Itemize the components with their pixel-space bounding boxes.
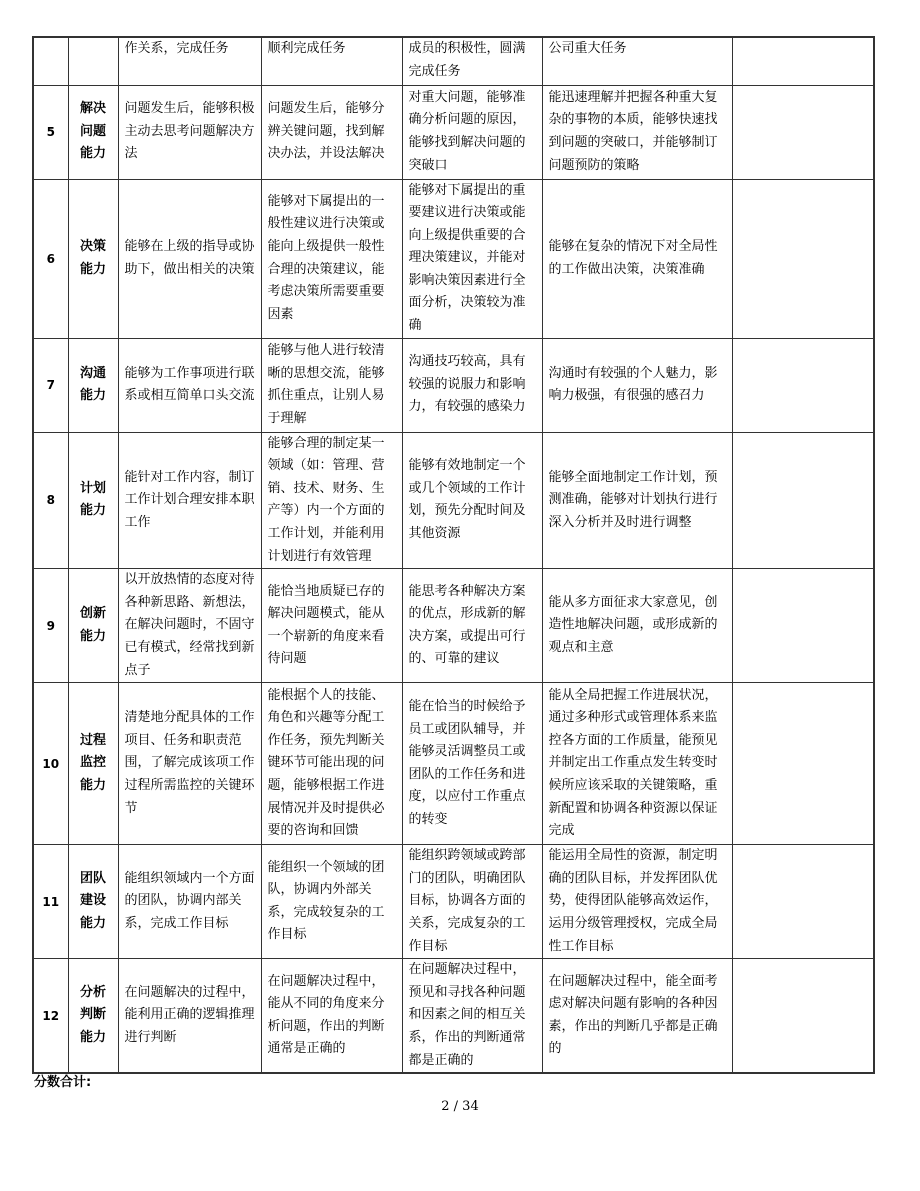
competency-name — [68, 432, 118, 569]
level-4-cell — [542, 338, 732, 432]
competency-name — [68, 338, 118, 432]
level-4-cell — [542, 37, 732, 85]
level-3-cell — [402, 683, 542, 845]
level-1-cell — [118, 683, 261, 845]
level-4-description: 能迅速理解并把握各种重大复杂的事物的本质，能够快速找到问题的突破口，并能够制订问题预防的策略 — [548, 89, 718, 173]
level-4-description: 能够全面地制定工作计划，预测准确，能够对计划执行进行深入分析并及时进行调整 — [548, 469, 718, 530]
level-2-description: 能组织一个领域的团队，协调内外部关系，完成较复杂的工作目标 — [267, 859, 385, 943]
level-4-description: 公司重大任务 — [548, 41, 627, 56]
row-number: 7 — [33, 338, 68, 432]
competency-name-text: 创新能力 — [79, 606, 106, 644]
level-2-cell — [261, 569, 402, 683]
level-2-cell — [261, 37, 402, 85]
page-number: 2 / 34 — [441, 1099, 479, 1114]
competency-table-wrapper — [32, 36, 874, 1074]
row-number: 12 — [33, 959, 68, 1073]
row-number: 5 — [33, 85, 68, 179]
row-number: 11 — [33, 845, 68, 959]
table-row — [33, 338, 874, 432]
level-3-cell — [402, 179, 542, 338]
level-3-description: 能在恰当的时候给予员工或团队辅导，并能够灵活调整员工或团队的工作任务和进度，以应付工作重点的转变 — [408, 698, 526, 827]
level-3-description: 能思考各种解决方案的优点，形成新的解决方案，或提出可行的、可靠的建议 — [408, 583, 526, 667]
competency-name — [68, 569, 118, 683]
competency-name-text: 分析判断能力 — [79, 984, 106, 1045]
level-2-description: 能够与他人进行较清晰的思想交流，能够抓住重点，让别人易于理解 — [267, 342, 385, 426]
level-1-cell — [118, 959, 261, 1073]
level-3-cell — [402, 432, 542, 569]
level-2-description: 在问题解决过程中，能从不同的角度来分析问题，作出的判断通常是正确的 — [267, 973, 385, 1057]
row-number: 9 — [33, 569, 68, 683]
table-row — [33, 37, 874, 85]
level-4-description: 沟通时有较强的个人魅力，影响力极强，有很强的感召力 — [548, 365, 718, 404]
level-1-cell — [118, 338, 261, 432]
level-1-cell — [118, 569, 261, 683]
level-3-description: 能组织跨领域或跨部门的团队，明确团队目标，协调各方面的关系，完成复杂的工作目标 — [408, 848, 526, 954]
level-2-cell — [261, 683, 402, 845]
level-1-cell — [118, 432, 261, 569]
table-row — [33, 85, 874, 179]
competency-name — [68, 845, 118, 959]
competency-name-text: 沟通能力 — [79, 365, 106, 404]
competency-name-text: 决策能力 — [79, 238, 106, 277]
level-4-cell — [542, 432, 732, 569]
table-row — [33, 959, 874, 1073]
score-cell — [732, 338, 874, 432]
level-4-cell — [542, 845, 732, 959]
level-3-cell — [402, 85, 542, 179]
level-3-description: 成员的积极性，圆满完成任务 — [408, 41, 526, 79]
level-4-cell — [542, 959, 732, 1073]
level-1-description: 清楚地分配具体的工作项目、任务和职责范围，了解完成该项工作过程所需监控的关键环节 — [124, 710, 255, 816]
competency-name — [68, 85, 118, 179]
level-1-description: 能够为工作事项进行联系或相互简单口头交流 — [124, 365, 255, 404]
competency-name — [68, 683, 118, 845]
level-1-description: 以开放热情的态度对待各种新思路、新想法，在解决问题时，不固守已有模式，经常找到新点子 — [124, 572, 255, 678]
competency-table — [32, 36, 875, 1074]
score-cell — [732, 683, 874, 845]
table-row — [33, 845, 874, 959]
level-3-description: 能够对下属提出的重要建议进行决策或能向上级提供重要的合理决策建议，并能对影响决策因素进行全面分析，决策较为准确 — [408, 182, 526, 334]
level-2-cell — [261, 338, 402, 432]
competency-name-text: 过程监控能力 — [79, 732, 106, 794]
level-2-cell — [261, 85, 402, 179]
level-1-description: 在问题解决的过程中，能利用正确的逻辑推理进行判断 — [124, 984, 255, 1045]
level-2-description: 问题发生后，能够分辨关键问题，找到解决办法，并设法解决 — [267, 101, 385, 162]
level-1-description: 能针对工作内容，制订工作计划合理安排本职工作 — [124, 469, 255, 530]
level-2-description: 能够合理的制定某一领域（如：管理、营销、技术、财务、生产等）内一个方面的工作计划，并能利用计划进行有效管理 — [267, 435, 385, 564]
score-cell — [732, 569, 874, 683]
score-cell — [732, 959, 874, 1073]
level-4-cell — [542, 179, 732, 338]
competency-name-text: 解决问题能力 — [79, 101, 106, 162]
level-3-cell — [402, 338, 542, 432]
level-3-description: 对重大问题，能够准确分析问题的原因，能够找到解决问题的突破口 — [408, 89, 526, 173]
level-1-cell — [118, 85, 261, 179]
level-4-description: 能运用全局性的资源，制定明确的团队目标，并发挥团队优势，使得团队能够高效运作，运用分级管理授权，完成全局性工作目标 — [548, 848, 718, 954]
row-number: 6 — [33, 179, 68, 338]
level-2-cell — [261, 179, 402, 338]
level-3-description: 沟通技巧较高，具有较强的说服力和影响力，有较强的感染力 — [408, 354, 526, 415]
table-row — [33, 432, 874, 569]
level-1-description: 作关系，完成任务 — [124, 41, 229, 56]
level-4-cell — [542, 569, 732, 683]
level-3-cell — [402, 569, 542, 683]
level-2-cell — [261, 845, 402, 959]
level-3-cell — [402, 845, 542, 959]
level-4-cell — [542, 683, 732, 845]
row-number — [33, 37, 68, 85]
level-2-description: 能够对下属提出的一般性建议进行决策或能向上级提供一般性合理的决策建议，能考虑决策所需要重要因素 — [267, 193, 385, 322]
level-1-description: 能够在上级的指导或协助下，做出相关的决策 — [124, 238, 255, 277]
level-2-cell — [261, 959, 402, 1073]
level-4-description: 能够在复杂的情况下对全局性的工作做出决策，决策准确 — [548, 238, 718, 277]
level-2-cell — [261, 432, 402, 569]
score-cell — [732, 432, 874, 569]
level-4-cell — [542, 85, 732, 179]
row-number: 10 — [33, 683, 68, 845]
level-2-description: 能根据个人的技能、角色和兴趣等分配工作任务，预先判断关键环节可能出现的问题，能够根据工作进展情况并及时提供必要的咨询和回馈 — [267, 687, 385, 839]
level-3-cell — [402, 37, 542, 85]
level-3-cell — [402, 959, 542, 1073]
level-3-description: 在问题解决过程中，预见和寻找各种问题和因素之间的相互关系，作出的判断通常都是正确的 — [408, 962, 526, 1068]
score-cell — [732, 179, 874, 338]
score-total-label: 分数合计: — [34, 1075, 92, 1090]
score-cell — [732, 845, 874, 959]
level-2-description: 能恰当地质疑已存的解决问题模式，能从一个崭新的角度来看待问题 — [267, 583, 385, 667]
competency-name — [68, 959, 118, 1073]
level-1-cell — [118, 845, 261, 959]
level-2-description: 顺利完成任务 — [267, 41, 346, 56]
level-4-description: 在问题解决过程中，能全面考虑对解决问题有影响的各种因素，作出的判断几乎都是正确的 — [548, 973, 718, 1057]
competency-name — [68, 179, 118, 338]
level-1-cell — [118, 37, 261, 85]
level-1-description: 能组织领域内一个方面的团队，协调内部关系，完成工作目标 — [124, 870, 255, 932]
competency-name-text: 团队建设能力 — [79, 870, 106, 932]
level-1-description: 问题发生后，能够积极主动去思考问题解决方法 — [124, 101, 255, 162]
level-4-description: 能从全局把握工作进展状况，通过多种形式或管理体系来监控各方面的工作质量，能预见并制定出工作重点发生转变时候所应该采取的关键策略，重新配置和协调各种资源以保证完成 — [548, 687, 718, 839]
level-3-description: 能够有效地制定一个或几个领域的工作计划，预先分配时间及其他资源 — [408, 458, 526, 542]
competency-name-text: 计划能力 — [79, 480, 106, 519]
level-1-cell — [118, 179, 261, 338]
score-cell — [732, 85, 874, 179]
competency-name — [68, 37, 118, 85]
table-row — [33, 683, 874, 845]
table-row — [33, 179, 874, 338]
row-number: 8 — [33, 432, 68, 569]
table-row — [33, 569, 874, 683]
level-4-description: 能从多方面征求大家意见，创造性地解决问题，或形成新的观点和主意 — [548, 594, 718, 656]
score-cell — [732, 37, 874, 85]
